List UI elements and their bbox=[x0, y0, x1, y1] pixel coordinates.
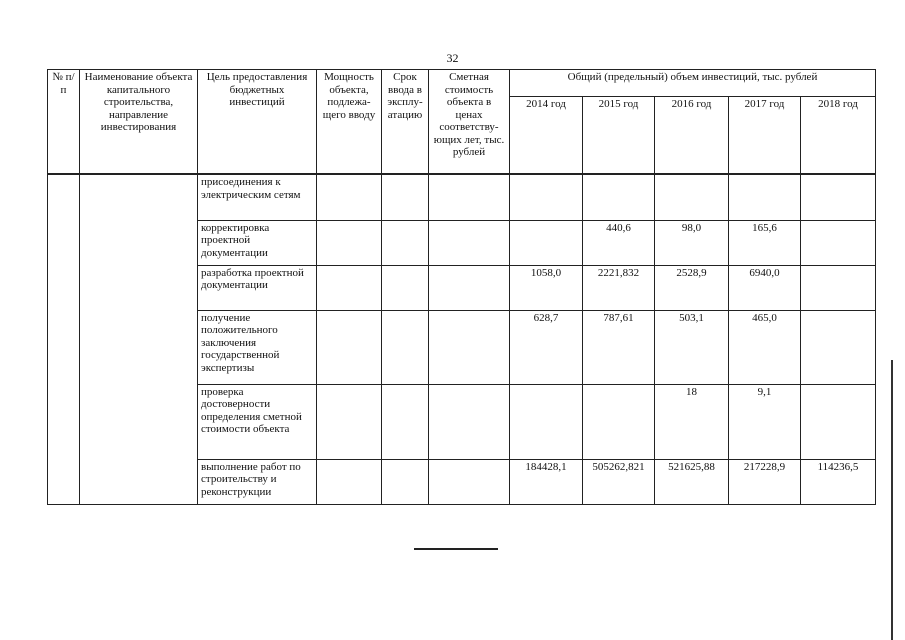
cell-value bbox=[510, 220, 583, 265]
cell-estimated-cost bbox=[429, 459, 510, 504]
cell-capacity bbox=[317, 310, 382, 384]
cell-value bbox=[801, 265, 876, 310]
cell-value bbox=[583, 384, 655, 459]
table-row bbox=[48, 174, 876, 220]
header-estimated-cost: Сметная стоимость объекта в ценах соответству-ющих лет, тыс. рублей bbox=[429, 70, 510, 175]
cell-value bbox=[801, 384, 876, 459]
cell-value: 465,0 bbox=[729, 310, 801, 384]
cell-object-name bbox=[80, 174, 198, 504]
header-object-name: Наименование объекта капитального строительства, направление инвестирования bbox=[80, 70, 198, 175]
cell-estimated-cost bbox=[429, 310, 510, 384]
header-year: 2016 год bbox=[655, 97, 729, 175]
header-year: 2017 год bbox=[729, 97, 801, 175]
cell-capacity bbox=[317, 220, 382, 265]
cell-value bbox=[655, 174, 729, 220]
header-year: 2014 год bbox=[510, 97, 583, 175]
cell-value: 628,7 bbox=[510, 310, 583, 384]
cell-commission-date bbox=[382, 265, 429, 310]
header-capacity: Мощность объекта, подлежа-щего вводу bbox=[317, 70, 382, 175]
cell-commission-date bbox=[382, 174, 429, 220]
header-year: 2015 год bbox=[583, 97, 655, 175]
cell-value: 505262,821 bbox=[583, 459, 655, 504]
cell-purpose: присоединения к электрическим сетям bbox=[198, 174, 317, 220]
cell-commission-date bbox=[382, 459, 429, 504]
cell-value: 2528,9 bbox=[655, 265, 729, 310]
cell-capacity bbox=[317, 265, 382, 310]
cell-capacity bbox=[317, 174, 382, 220]
cell-capacity bbox=[317, 459, 382, 504]
cell-value: 787,61 bbox=[583, 310, 655, 384]
cell-value bbox=[801, 220, 876, 265]
cell-estimated-cost bbox=[429, 384, 510, 459]
cell-value bbox=[801, 174, 876, 220]
cell-purpose: корректировка проектной документации bbox=[198, 220, 317, 265]
investment-table bbox=[47, 69, 876, 505]
cell-purpose: разработка проектной документации bbox=[198, 265, 317, 310]
cell-commission-date bbox=[382, 310, 429, 384]
cell-capacity bbox=[317, 384, 382, 459]
page-edge-line bbox=[891, 360, 893, 640]
cell-value: 440,6 bbox=[583, 220, 655, 265]
header-purpose: Цель предоставления бюджетных инвестиций bbox=[198, 70, 317, 175]
header-no: № п/п bbox=[48, 70, 80, 175]
cell-purpose: получение положительного заключения государственной экспертизы bbox=[198, 310, 317, 384]
page-number: 32 bbox=[446, 51, 459, 65]
cell-commission-date bbox=[382, 220, 429, 265]
cell-value: 9,1 bbox=[729, 384, 801, 459]
cell-value: 6940,0 bbox=[729, 265, 801, 310]
cell-purpose: выполнение работ по строительству и реконструкции bbox=[198, 459, 317, 504]
cell-estimated-cost bbox=[429, 220, 510, 265]
cell-value: 217228,9 bbox=[729, 459, 801, 504]
cell-estimated-cost bbox=[429, 174, 510, 220]
cell-value bbox=[583, 174, 655, 220]
cell-value: 503,1 bbox=[655, 310, 729, 384]
cell-value: 114236,5 bbox=[801, 459, 876, 504]
cell-value: 184428,1 bbox=[510, 459, 583, 504]
cell-estimated-cost bbox=[429, 265, 510, 310]
cell-value: 165,6 bbox=[729, 220, 801, 265]
cell-value: 18 bbox=[655, 384, 729, 459]
header-commission-date: Срок ввода в эксплу-атацию bbox=[382, 70, 429, 175]
footer-rule bbox=[414, 548, 498, 550]
cell-value bbox=[729, 174, 801, 220]
cell-commission-date bbox=[382, 384, 429, 459]
cell-no bbox=[48, 174, 80, 504]
cell-value: 1058,0 bbox=[510, 265, 583, 310]
cell-value bbox=[801, 310, 876, 384]
cell-value bbox=[510, 174, 583, 220]
cell-value: 2221,832 bbox=[583, 265, 655, 310]
cell-value bbox=[510, 384, 583, 459]
cell-purpose: проверка достоверности определения сметной стоимости объекта bbox=[198, 384, 317, 459]
cell-value: 521625,88 bbox=[655, 459, 729, 504]
header-total-volume: Общий (предельный) объем инвестиций, тыс. рублей bbox=[510, 70, 876, 97]
header-year: 2018 год bbox=[801, 97, 876, 175]
cell-value: 98,0 bbox=[655, 220, 729, 265]
